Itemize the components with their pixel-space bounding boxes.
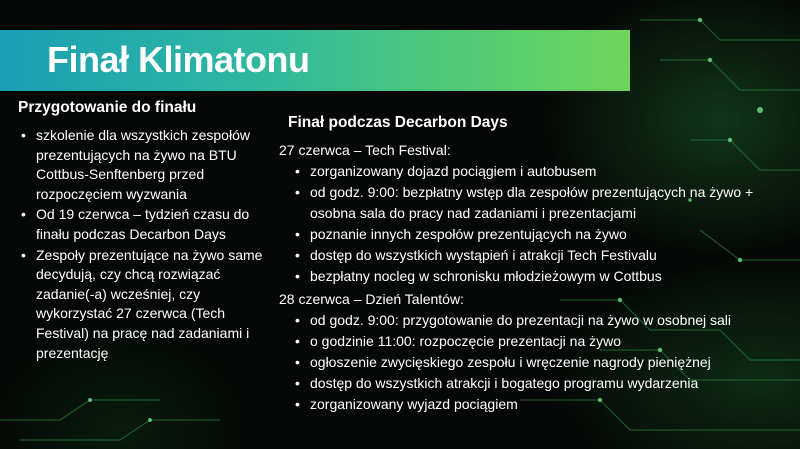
preparation-column — [18, 98, 280, 364]
list-item: • Od 19 czerwca – tydzień czasu do finału podczas Decarbon Days — [18, 205, 280, 244]
list-item: • poznanie innych zespołów prezentujących na żywo — [292, 224, 789, 245]
list-item: • dostęp do wszystkich atrakcji i bogatego programu wydarzenia — [292, 373, 789, 394]
day1-label: 27 czerwca – Tech Festival: — [279, 142, 451, 158]
final-column — [279, 113, 789, 415]
day2-list — [292, 310, 789, 415]
list-item: • ogłoszenie zwycięskiego zespołu i wręczenie nagrody pieniężnej — [292, 352, 789, 373]
list-item: • zorganizowany wyjazd pociągiem — [292, 394, 789, 415]
slide-title: Finał Klimatonu — [47, 39, 310, 80]
list-item: • od godz. 9:00: bezpłatny wstęp dla zespołów prezentujących na żywo + osobna sala do pracy nad zadaniami i prezentacjami — [292, 182, 789, 224]
list-item: • szkolenie dla wszystkich zespołów prezentujących na żywo na BTU Cottbus-Senftenberg przed rozpoczęciem wyzwania — [18, 126, 280, 204]
preparation-heading: Przygotowanie do finału — [18, 99, 197, 116]
list-item: • o godzinie 11:00: rozpoczęcie prezentacji na żywo — [292, 331, 789, 352]
list-item: • dostęp do wszystkich wystąpień i atrakcji Tech Festivalu — [292, 245, 789, 266]
day1-list — [292, 161, 789, 287]
list-item: • bezpłatny nocleg w schronisku młodzieżowym w Cottbus — [292, 266, 789, 287]
list-item: • Zespoły prezentujące na żywo same decydują, czy chcą rozwiązać zadanie(-a) wcześniej, czy wykorzystać 27 czerwca (Tech Festival) na pracę nad zadaniami i prezentację — [18, 246, 280, 364]
final-heading: Finał podczas Decarbon Days — [288, 114, 508, 131]
list-item: • od godz. 9:00: przygotowanie do prezentacji na żywo w osobnej sali — [292, 310, 789, 331]
preparation-list — [18, 126, 280, 363]
list-item: • zorganizowany dojazd pociągiem i autobusem — [292, 161, 789, 182]
day2-label: 28 czerwca – Dzień Talentów: — [279, 291, 464, 307]
